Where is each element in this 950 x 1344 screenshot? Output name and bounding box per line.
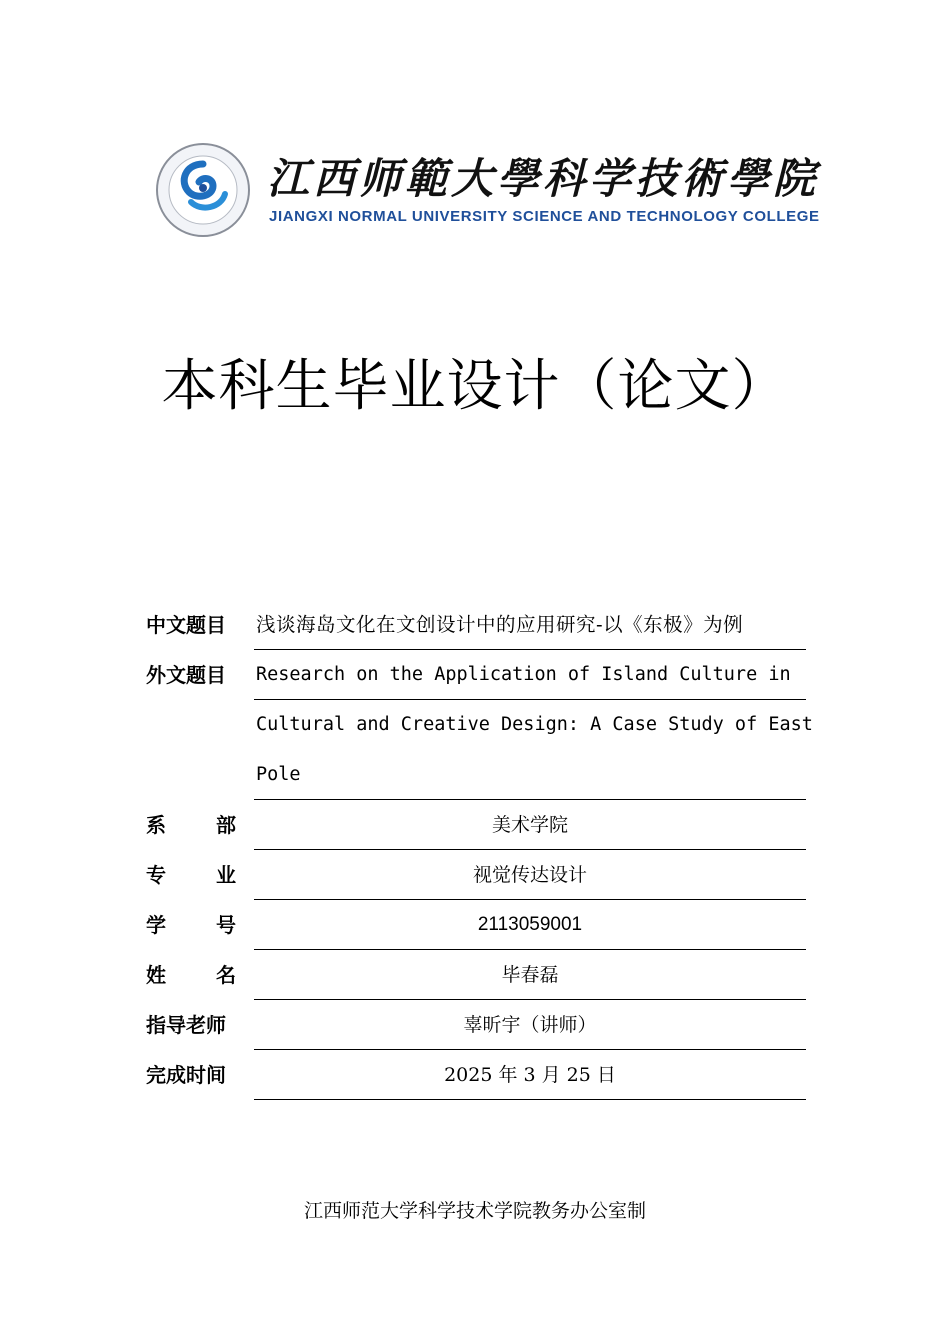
- value-cn-title: 浅谈海岛文化在文创设计中的应用研究-以《东极》为例: [254, 600, 806, 650]
- label-major: 专 业: [146, 863, 236, 887]
- school-name-cn: 江西师範大學科学技術學院: [267, 154, 820, 203]
- label-department: 系 部: [146, 813, 236, 837]
- value-en-title-line-3: Pole: [254, 750, 806, 800]
- label-name: 姓 名: [146, 963, 236, 987]
- label-cn-title: 中文题目: [146, 613, 226, 637]
- value-advisor: 辜昕宇（讲师）: [254, 1000, 806, 1050]
- value-department: 美术学院: [254, 800, 806, 850]
- label-student-id: 学 号: [146, 913, 236, 937]
- value-en-title-line-1: Research on the Application of Island Culture in: [254, 650, 806, 700]
- school-logo: [155, 142, 820, 238]
- value-student-id: 2113059001: [254, 900, 806, 950]
- value-name: 毕春磊: [254, 950, 806, 1000]
- school-name-en: JIANGXI NORMAL UNIVERSITY SCIENCE AND TECHNOLOGY COLLEGE: [269, 208, 820, 225]
- value-en-title-line-2: Cultural and Creative Design: A Case Study of East: [256, 714, 813, 735]
- school-seal-icon: [155, 142, 251, 238]
- value-major: 视觉传达设计: [254, 850, 806, 900]
- page-title: 本科生毕业设计（论文）: [161, 354, 789, 419]
- label-en-title: 外文题目: [146, 663, 226, 687]
- footer-issuer: 江西师范大学科学技术学院教务办公室制: [303, 1200, 646, 1222]
- value-completion-date: 2025 年 3 月 25 日: [254, 1050, 806, 1100]
- label-completion-date: 完成时间: [146, 1063, 226, 1087]
- label-advisor: 指导老师: [146, 1013, 226, 1037]
